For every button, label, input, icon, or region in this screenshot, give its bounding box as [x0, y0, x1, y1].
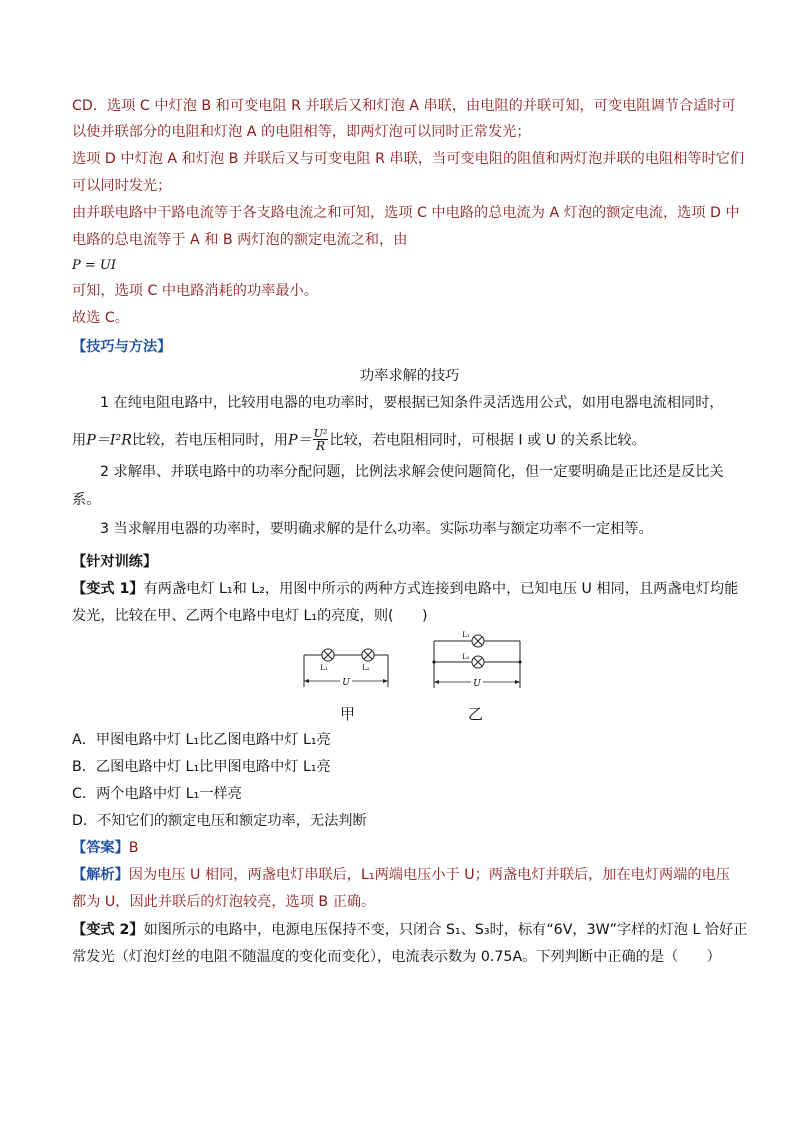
tips-text: 用 [72, 432, 87, 449]
lamp-label-l1: L₁ [462, 631, 470, 639]
fraction-denominator: R [316, 439, 326, 453]
lamp-label-l2: L₂ [362, 664, 370, 672]
lamp-label-l2: L₂ [462, 653, 470, 661]
tips-p3: 3 当求解用电器的功率时，要明确求解的是什么功率。实际功率与额定功率不一定相等。 [100, 521, 653, 537]
tips-text: 比较，若电阻相同时，可根据 I 或 U 的关系比较。 [329, 432, 646, 449]
voltage-label-u: U [342, 678, 350, 688]
variant2-line-1 [72, 920, 747, 940]
answer-value: B [128, 840, 139, 856]
tips-p2-line-2: 系。 [72, 492, 101, 508]
solution-line-8: 故选 C。 [72, 310, 129, 326]
tips-p2-line-1: 2 求解串、并联电路中的功率分配问题，比例法求解会使问题简化，但一定要明确是正比还是反比关 [100, 464, 724, 480]
variant2-tag: 【变式 2】 [72, 922, 144, 938]
formula-p-i2r: P＝I²R [86, 432, 132, 449]
solution-line-1: CD．选项 C 中灯泡 B 和可变电阻 R 并联后又和灯泡 A 串联，由电阻的并联可知，可变电阻调节合适时可 [72, 98, 736, 114]
tips-p1-line-2 [72, 428, 646, 453]
voltage-label-u: U [473, 679, 481, 689]
variant2-text: 如图所示的电路中，电源电压保持不变，只闭合 S₁、S₃时，标有“6V，3W”字样的灯泡 L 恰好正 [143, 922, 748, 938]
formula-u2-over-r [313, 428, 329, 453]
figure-caption-jia: 甲 [340, 705, 356, 723]
variant1-line-2: 发光，比较在甲、乙两个电路中电灯 L₁的亮度，则( ) [72, 608, 428, 624]
training-header: 【针对训练】 [72, 554, 158, 570]
solution-line-2: 以使并联部分的电阻和灯泡 A 的电阻相等，即两灯泡可以同时正常发光； [72, 124, 531, 140]
analysis-line-1 [72, 865, 730, 885]
answer-line [72, 838, 139, 858]
solution-line-5: 由并联电路中干路电流等于各支路电流之和可知，选项 C 中电路的总电流为 A 灯泡的额定电流，选项 D 中 [72, 205, 740, 221]
solution-line-3: 选项 D 中灯泡 A 和灯泡 B 并联后又与可变电阻 R 串联，当可变电阻的阻值和两灯泡并联的电阻相等时它们 [72, 151, 745, 167]
variant2-line-2: 常发光（灯泡灯丝的电阻不随温度的变化而变化），电流表示数为 0.75A。下列判断中正确的是（ ） [72, 949, 721, 965]
option-c: C．两个电路中灯 L₁一样亮 [72, 786, 242, 802]
answer-tag: 【答案】 [72, 840, 129, 856]
analysis-tag: 【解析】 [72, 867, 129, 883]
tips-title: 功率求解的技巧 [360, 368, 460, 384]
analysis-text: 因为电压 U 相同，两盏电灯串联后，L₁两端电压小于 U；两盏电灯并联后，加在电灯两端的电压 [128, 867, 730, 883]
option-b: B．乙图电路中灯 L₁比甲图电路中灯 L₁亮 [72, 759, 331, 775]
lamp-label-l1: L₁ [320, 664, 328, 672]
option-d: D．不知它们的额定电压和额定功率，无法判断 [72, 813, 367, 829]
variant1-text: 有两盏电灯 L₁和 L₂，用图中所示的两种方式连接到电路中，已知电压 U 相同，且两盏电灯均能 [143, 581, 739, 597]
formula-p-lhs: P＝ [288, 432, 312, 449]
analysis-line-2: 都为 U，因此并联后的灯泡较亮，选项 B 正确。 [72, 894, 376, 910]
solution-line-6: 电路的总电流等于 A 和 B 两灯泡的额定电流之和，由 [72, 232, 408, 248]
variant1-line-1 [72, 579, 738, 599]
tips-text: 比较，若电压相同时，用 [131, 432, 288, 449]
variant1-tag: 【变式 1】 [72, 581, 144, 597]
figure-caption-yi: 乙 [468, 705, 484, 723]
fraction-numerator: U² [313, 427, 328, 440]
solution-line-7: 可知，选项 C 中电路消耗的功率最小。 [72, 283, 318, 299]
formula-p-ui: P = UI [72, 258, 116, 273]
option-a: A．甲图电路中灯 L₁比乙图电路中灯 L₁亮 [72, 732, 331, 748]
solution-line-4: 可以同时发光； [72, 178, 172, 194]
tips-header: 【技巧与方法】 [72, 339, 172, 355]
tips-p1-line-1: 1 在纯电阻电路中，比较用电器的电功率时，要根据已知条件灵活选用公式，如用电器电流相同时， [100, 395, 724, 411]
circuit-diagram-parallel [430, 628, 524, 692]
circuit-diagram-series [300, 645, 392, 695]
